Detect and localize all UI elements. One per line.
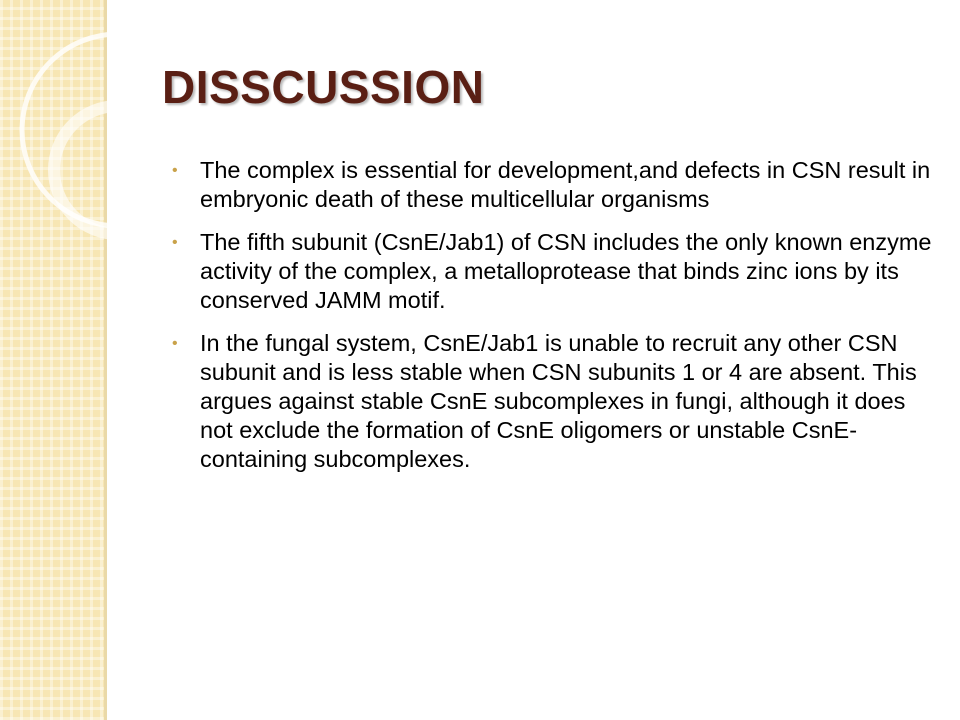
bullet-item <box>172 156 932 214</box>
bullet-text: The complex is essential for development,and defects in CSN result in embryonic death of these multicellular organisms <box>200 157 931 212</box>
bullet-text: In the fungal system, CsnE/Jab1 is unable to recruit any other CSN subunit and is less stable when CSN subunits 1 or 4 are absent. This argues against stable CsnE subcomplexes in fungi, although it does not exclude the formation of CsnE oligomers or unstable CsnE-containing subcomplexes. <box>200 330 917 472</box>
bullet-list <box>172 156 932 488</box>
bullet-text: The fifth subunit (CsnE/Jab1) of CSN includes the only known enzyme activity of the complex, a metalloprotease that binds zinc ions by its conserved JAMM motif. <box>200 229 932 313</box>
slide-title: DISSCUSSION <box>162 61 485 113</box>
bullet-dot-icon: • <box>172 335 178 352</box>
bullet-dot-icon: • <box>172 234 178 251</box>
inner-ring <box>54 106 182 234</box>
bullet-item <box>172 329 932 474</box>
bullet-item <box>172 228 932 315</box>
bullet-dot-icon: • <box>172 162 178 179</box>
decorative-rings <box>0 0 200 300</box>
